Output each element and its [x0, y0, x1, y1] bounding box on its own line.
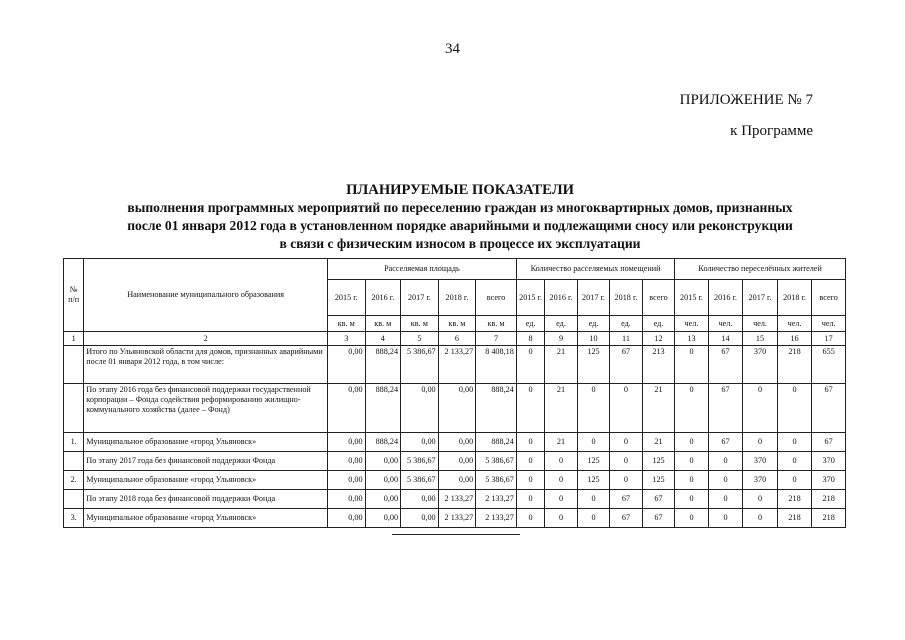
cell-rooms: 0 — [545, 452, 577, 471]
unit-header-rooms-1: ед. — [545, 316, 577, 332]
row-num: 2. — [64, 471, 84, 490]
index-cell: 8 — [516, 332, 544, 346]
cell-people: 370 — [812, 452, 846, 471]
table-row — [64, 433, 846, 452]
cell-people: 0 — [708, 509, 743, 528]
cell-rooms: 0 — [577, 509, 609, 528]
row-num — [64, 346, 84, 384]
header-num: № п/п — [64, 259, 84, 332]
cell-people: 0 — [743, 490, 778, 509]
year-header-people-1: 2016 г. — [708, 280, 743, 316]
header-group-area: Расселяемая площадь — [327, 259, 516, 280]
cell-people: 370 — [743, 471, 778, 490]
cell-rooms: 0 — [577, 490, 609, 509]
cell-people: 218 — [812, 490, 846, 509]
cell-rooms: 125 — [577, 452, 609, 471]
cell-rooms: 21 — [642, 384, 675, 433]
cell-rooms: 0 — [577, 384, 609, 433]
header-group-rooms: Количество расселяемых помещений — [516, 259, 674, 280]
cell-area: 888,24 — [476, 384, 517, 433]
index-cell: 3 — [327, 332, 365, 346]
row-num — [64, 490, 84, 509]
row-num — [64, 452, 84, 471]
year-header-rooms-0: 2015 г. — [516, 280, 544, 316]
header-row-groups — [64, 259, 846, 280]
year-header-people-4: всего — [812, 280, 846, 316]
cell-rooms: 0 — [516, 471, 544, 490]
cell-people: 0 — [675, 346, 709, 384]
cell-rooms: 67 — [642, 509, 675, 528]
table-row — [64, 471, 846, 490]
year-header-area-0: 2015 г. — [327, 280, 365, 316]
cell-people: 67 — [812, 384, 846, 433]
cell-rooms: 0 — [610, 471, 642, 490]
unit-header-rooms-4: ед. — [642, 316, 675, 332]
year-header-rooms-4: всего — [642, 280, 675, 316]
row-num — [64, 384, 84, 433]
index-cell: 1 — [64, 332, 84, 346]
unit-header-people-4: чел. — [812, 316, 846, 332]
row-name: По этапу 2016 года без финансовой поддержки государственной корпорации – Фонда содействия реформированию жилищно-коммунального хозяйства (далее – Фонд) — [84, 384, 328, 433]
cell-area: 5 386,67 — [401, 452, 439, 471]
unit-header-area-0: кв. м — [327, 316, 365, 332]
index-cell: 4 — [365, 332, 401, 346]
row-name: Итого по Ульяновской области для домов, признанных аварийными после 01 января 2012 года, в том числе: — [84, 346, 328, 384]
year-header-rooms-2: 2017 г. — [577, 280, 609, 316]
header-group-people: Количество переселённых жителей — [675, 259, 846, 280]
cell-people: 218 — [777, 509, 812, 528]
page-number: 34 — [445, 41, 460, 57]
index-cell: 7 — [476, 332, 517, 346]
table-row — [64, 346, 846, 384]
cell-area: 888,24 — [476, 433, 517, 452]
cell-area: 2 133,27 — [476, 490, 517, 509]
unit-header-area-1: кв. м — [365, 316, 401, 332]
unit-header-area-3: кв. м — [438, 316, 476, 332]
title-line-3: в связи с физическим износом в процессе их эксплуатации — [279, 236, 641, 251]
cell-area: 0,00 — [438, 433, 476, 452]
cell-rooms: 0 — [516, 384, 544, 433]
cell-people: 67 — [708, 346, 743, 384]
cell-rooms: 0 — [516, 433, 544, 452]
cell-rooms: 0 — [545, 471, 577, 490]
unit-header-people-0: чел. — [675, 316, 709, 332]
year-header-area-1: 2016 г. — [365, 280, 401, 316]
cell-area: 2 133,27 — [438, 346, 476, 384]
cell-area: 0,00 — [438, 471, 476, 490]
cell-rooms: 67 — [610, 490, 642, 509]
cell-rooms: 125 — [642, 471, 675, 490]
unit-header-people-1: чел. — [708, 316, 743, 332]
indicators-table — [63, 258, 846, 528]
cell-rooms: 21 — [545, 384, 577, 433]
cell-people: 0 — [675, 452, 709, 471]
cell-rooms: 0 — [577, 433, 609, 452]
cell-area: 0,00 — [327, 346, 365, 384]
cell-rooms: 125 — [577, 471, 609, 490]
title-line-2: после 01 января 2012 года в установленном порядке аварийными и подлежащими сносу или реконструкции — [127, 218, 793, 233]
index-cell: 9 — [545, 332, 577, 346]
cell-rooms: 21 — [642, 433, 675, 452]
cell-rooms: 21 — [545, 433, 577, 452]
cell-rooms: 0 — [610, 452, 642, 471]
cell-people: 370 — [812, 471, 846, 490]
header-row-index — [64, 332, 846, 346]
table-row — [64, 509, 846, 528]
cell-people: 655 — [812, 346, 846, 384]
year-header-people-2: 2017 г. — [743, 280, 778, 316]
cell-people: 0 — [777, 452, 812, 471]
year-header-area-3: 2018 г. — [438, 280, 476, 316]
cell-area: 5 386,67 — [476, 452, 517, 471]
cell-people: 67 — [708, 433, 743, 452]
cell-rooms: 125 — [642, 452, 675, 471]
cell-rooms: 0 — [610, 384, 642, 433]
cell-people: 0 — [675, 490, 709, 509]
index-cell: 16 — [777, 332, 812, 346]
cell-area: 0,00 — [401, 490, 439, 509]
cell-area: 0,00 — [365, 452, 401, 471]
cell-area: 0,00 — [327, 471, 365, 490]
cell-area: 0,00 — [365, 509, 401, 528]
year-header-people-3: 2018 г. — [777, 280, 812, 316]
cell-people: 0 — [675, 384, 709, 433]
index-cell: 5 — [401, 332, 439, 346]
unit-header-rooms-3: ед. — [610, 316, 642, 332]
row-num: 1. — [64, 433, 84, 452]
cell-area: 0,00 — [327, 509, 365, 528]
unit-header-area-2: кв. м — [401, 316, 439, 332]
year-header-rooms-1: 2016 г. — [545, 280, 577, 316]
year-header-area-4: всего — [476, 280, 517, 316]
row-name: По этапу 2018 года без финансовой поддержки Фонда — [84, 490, 328, 509]
cell-rooms: 67 — [610, 509, 642, 528]
cell-people: 0 — [708, 490, 743, 509]
cell-area: 2 133,27 — [438, 509, 476, 528]
index-cell: 2 — [84, 332, 328, 346]
index-cell: 13 — [675, 332, 709, 346]
cell-people: 0 — [675, 433, 709, 452]
year-header-people-0: 2015 г. — [675, 280, 709, 316]
title-main: ПЛАНИРУЕМЫЕ ПОКАЗАТЕЛИ — [346, 182, 574, 198]
cell-rooms: 0 — [610, 433, 642, 452]
table-row — [64, 384, 846, 433]
cell-rooms: 0 — [516, 452, 544, 471]
program-label: к Программе — [730, 123, 813, 139]
cell-area: 0,00 — [365, 490, 401, 509]
cell-rooms: 67 — [642, 490, 675, 509]
title-line-1: выполнения программных мероприятий по переселению граждан из многоквартирных домов, признанных — [127, 200, 793, 215]
index-cell: 11 — [610, 332, 642, 346]
cell-area: 0,00 — [327, 490, 365, 509]
cell-rooms: 213 — [642, 346, 675, 384]
cell-area: 5 386,67 — [476, 471, 517, 490]
cell-people: 0 — [708, 452, 743, 471]
footer-rule — [392, 534, 520, 535]
table-row — [64, 452, 846, 471]
index-cell: 12 — [642, 332, 675, 346]
cell-people: 0 — [708, 471, 743, 490]
unit-header-people-2: чел. — [743, 316, 778, 332]
row-name: Муниципальное образование «город Ульяновск» — [84, 471, 328, 490]
cell-people: 370 — [743, 452, 778, 471]
unit-header-rooms-0: ед. — [516, 316, 544, 332]
cell-rooms: 0 — [516, 490, 544, 509]
cell-people: 0 — [743, 433, 778, 452]
cell-people: 218 — [777, 490, 812, 509]
cell-area: 888,24 — [365, 384, 401, 433]
cell-area: 2 133,27 — [438, 490, 476, 509]
cell-area: 0,00 — [401, 384, 439, 433]
index-cell: 6 — [438, 332, 476, 346]
cell-area: 0,00 — [327, 452, 365, 471]
cell-area: 0,00 — [327, 384, 365, 433]
index-cell: 10 — [577, 332, 609, 346]
cell-rooms: 0 — [516, 509, 544, 528]
cell-rooms: 0 — [516, 346, 544, 384]
table-body — [64, 259, 846, 528]
cell-rooms: 125 — [577, 346, 609, 384]
cell-area: 0,00 — [401, 509, 439, 528]
cell-rooms: 0 — [545, 509, 577, 528]
unit-header-area-4: кв. м — [476, 316, 517, 332]
header-name: Наименование муниципального образования — [84, 259, 328, 332]
row-name: Муниципальное образование «город Ульяновск» — [84, 509, 328, 528]
cell-people: 0 — [777, 433, 812, 452]
cell-rooms: 0 — [545, 490, 577, 509]
row-num: 3. — [64, 509, 84, 528]
unit-header-rooms-2: ед. — [577, 316, 609, 332]
year-header-area-2: 2017 г. — [401, 280, 439, 316]
row-name: Муниципальное образование «город Ульяновск» — [84, 433, 328, 452]
cell-people: 67 — [812, 433, 846, 452]
cell-people: 218 — [812, 509, 846, 528]
unit-header-people-3: чел. — [777, 316, 812, 332]
cell-people: 370 — [743, 346, 778, 384]
cell-area: 5 386,67 — [401, 471, 439, 490]
cell-people: 0 — [743, 509, 778, 528]
cell-people: 0 — [743, 384, 778, 433]
cell-people: 67 — [708, 384, 743, 433]
table-row — [64, 490, 846, 509]
index-cell: 14 — [708, 332, 743, 346]
cell-people: 0 — [675, 471, 709, 490]
cell-area: 2 133,27 — [476, 509, 517, 528]
row-name: По этапу 2017 года без финансовой поддержки Фонда — [84, 452, 328, 471]
year-header-rooms-3: 2018 г. — [610, 280, 642, 316]
index-cell: 15 — [743, 332, 778, 346]
cell-area: 0,00 — [401, 433, 439, 452]
document-title — [60, 181, 860, 253]
index-cell: 17 — [812, 332, 846, 346]
cell-area: 0,00 — [365, 471, 401, 490]
cell-area: 5 386,67 — [401, 346, 439, 384]
cell-people: 218 — [777, 346, 812, 384]
cell-rooms: 21 — [545, 346, 577, 384]
cell-area: 888,24 — [365, 346, 401, 384]
appendix-label: ПРИЛОЖЕНИЕ № 7 — [679, 92, 813, 108]
cell-people: 0 — [675, 509, 709, 528]
cell-rooms: 67 — [610, 346, 642, 384]
cell-area: 0,00 — [438, 452, 476, 471]
cell-area: 0,00 — [327, 433, 365, 452]
cell-area: 8 408,18 — [476, 346, 517, 384]
cell-people: 0 — [777, 471, 812, 490]
cell-people: 0 — [777, 384, 812, 433]
cell-area: 888,24 — [365, 433, 401, 452]
cell-area: 0,00 — [438, 384, 476, 433]
